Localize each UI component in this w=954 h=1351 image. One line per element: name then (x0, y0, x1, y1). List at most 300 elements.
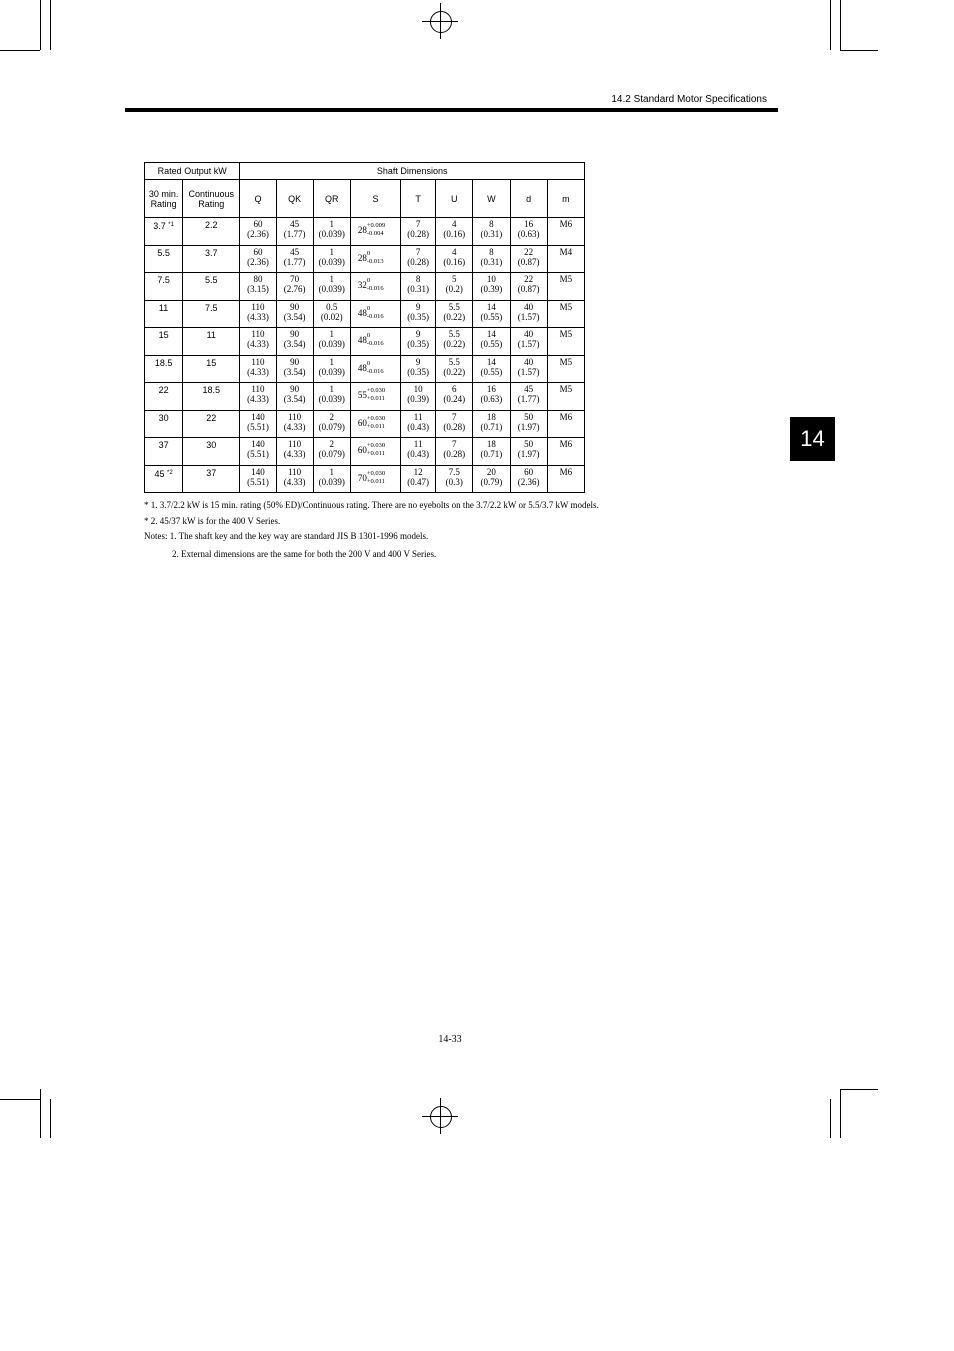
cell-continuous-rating: 15 (183, 355, 240, 383)
s-tolerance (367, 277, 384, 293)
inch-value: (1.57) (517, 366, 540, 377)
table-row (145, 355, 585, 383)
mm-value: 110 (251, 384, 265, 394)
cell-m: M6 (547, 410, 584, 438)
rating-value: 22 (158, 385, 169, 395)
cell-m: M5 (547, 328, 584, 356)
cell-q (240, 218, 276, 246)
upper-tolerance: 0 (366, 249, 371, 257)
rating-value: 37 (158, 440, 169, 450)
cell-s (350, 355, 400, 383)
inch-value: (0.039) (318, 339, 345, 349)
s-base-value: 60 (357, 445, 367, 455)
rating-value: 45 (154, 468, 165, 479)
cell-t (401, 410, 436, 438)
cell-w (473, 218, 510, 246)
s-base-value: 32 (357, 280, 367, 290)
mm-value: 110 (251, 356, 265, 367)
cell-t (401, 383, 436, 411)
cell-d (510, 218, 547, 246)
cell-continuous-rating: 22 (183, 410, 240, 438)
cell-w (473, 465, 510, 493)
note-1: Notes: 1. The shaft key and the key way are standard JIS B 1301-1996 models. (144, 531, 429, 541)
mm-value: 8 (489, 246, 494, 257)
cell-m: M6 (547, 218, 584, 246)
lower-tolerance: +0.011 (366, 477, 385, 485)
cell-w (473, 245, 510, 273)
mm-value: 7 (452, 439, 457, 449)
cell-d (510, 245, 547, 273)
mm-value: 140 (251, 439, 265, 449)
upper-tolerance: 0 (366, 332, 371, 339)
cell-w (473, 328, 510, 356)
mm-value: 50 (524, 411, 534, 422)
cell-s (350, 383, 400, 411)
cell-continuous-rating: 30 (183, 438, 240, 466)
cell-u (436, 383, 473, 411)
table-row (145, 245, 585, 273)
s-tolerance (367, 442, 385, 458)
upper-tolerance: +0.030 (366, 469, 386, 477)
inch-value: (3.54) (283, 366, 306, 377)
s-base-value: 28 (357, 252, 367, 263)
mm-value: 1 (329, 246, 335, 257)
header-col-t: T (401, 180, 436, 218)
cell-q (240, 410, 276, 438)
inch-value: (1.77) (517, 394, 540, 404)
s-tolerance (367, 415, 385, 431)
upper-tolerance: +0.030 (366, 414, 386, 422)
cell-30min-rating (145, 410, 183, 438)
crop-mark (840, 50, 878, 51)
cell-m: M5 (547, 383, 584, 411)
cell-t (401, 328, 436, 356)
cell-qk (276, 245, 313, 273)
cell-qk (276, 328, 313, 356)
note-2: 2. External dimensions are the same for both the 200 V and 400 V Series. (172, 549, 437, 559)
rating-value: 7.5 (157, 275, 170, 285)
mm-value: 18 (486, 411, 496, 422)
mm-value: 11 (413, 439, 423, 449)
header-rated-output: Rated Output kW (145, 163, 240, 180)
cell-30min-rating (145, 383, 183, 411)
table-row (145, 300, 585, 328)
cell-qk (276, 300, 313, 328)
mm-value: 10 (413, 384, 423, 394)
cell-d (510, 355, 547, 383)
crop-mark (840, 1089, 841, 1138)
header-shaft-dimensions: Shaft Dimensions (240, 163, 585, 180)
mm-value: 2 (329, 411, 335, 422)
rating-value: 5.5 (157, 247, 170, 258)
header-col-q: Q (240, 180, 276, 218)
lower-tolerance: +0.011 (366, 395, 385, 402)
cell-d (510, 410, 547, 438)
header-col-qk: QK (276, 180, 313, 218)
mm-value: 90 (290, 301, 300, 312)
upper-tolerance: 0 (366, 277, 371, 284)
upper-tolerance: +0.009 (366, 222, 386, 229)
footnote-2: * 2. 45/37 kW is for the 400 V Series. (144, 516, 281, 526)
lower-tolerance: +0.011 (366, 450, 385, 457)
mm-value: 20 (486, 466, 496, 477)
mm-value: 5.5 (448, 301, 460, 312)
cell-u (436, 410, 473, 438)
mm-value: 5.5 (448, 356, 460, 367)
inch-value: (0.16) (443, 256, 466, 267)
cell-t (401, 355, 436, 383)
inch-value: (0.55) (480, 339, 503, 349)
cell-m: M5 (547, 273, 584, 301)
cell-u (436, 328, 473, 356)
table-row (145, 410, 585, 438)
cell-s (350, 273, 400, 301)
cell-30min-rating (145, 273, 183, 301)
cell-w (473, 355, 510, 383)
mm-value: 70 (290, 274, 300, 284)
mm-value: 22 (524, 274, 534, 284)
cell-u (436, 355, 473, 383)
inch-value: (2.76) (283, 284, 306, 294)
lower-tolerance: +0.011 (366, 422, 385, 430)
s-tolerance (367, 387, 385, 403)
footnote-marker: *2 (167, 469, 173, 476)
inch-value: (0.28) (407, 229, 429, 239)
inch-value: (3.54) (283, 339, 306, 349)
cell-q (240, 355, 276, 383)
mm-value: 22 (524, 246, 534, 257)
inch-value: (0.39) (407, 394, 429, 404)
lower-tolerance: -0.016 (366, 340, 384, 347)
cell-w (473, 438, 510, 466)
cell-t (401, 465, 436, 493)
cell-m: M5 (547, 300, 584, 328)
cell-t (401, 438, 436, 466)
inch-value: (0.55) (480, 311, 503, 322)
table-row (145, 383, 585, 411)
crop-mark (0, 50, 40, 51)
cell-u (436, 218, 473, 246)
inch-value: (0.16) (443, 229, 466, 239)
mm-value: 7.5 (448, 466, 460, 477)
mm-value: 14 (486, 301, 496, 312)
crop-mark (840, 1089, 878, 1090)
cell-qr (313, 300, 350, 328)
cell-30min-rating (145, 245, 183, 273)
inch-value: (0.35) (407, 366, 429, 377)
inch-value: (0.28) (443, 421, 466, 432)
inch-value: (0.039) (318, 284, 345, 294)
mm-value: 50 (524, 439, 534, 449)
cell-continuous-rating: 5.5 (183, 273, 240, 301)
mm-value: 14 (486, 356, 496, 367)
crop-mark (0, 1099, 40, 1100)
cell-qk (276, 383, 313, 411)
upper-tolerance: 0 (366, 304, 371, 312)
cell-m: M6 (547, 465, 584, 493)
inch-value: (4.33) (247, 311, 269, 322)
mm-value: 12 (413, 466, 423, 477)
cell-qr (313, 355, 350, 383)
mm-value: 1 (329, 274, 335, 284)
inch-value: (0.87) (517, 284, 540, 294)
inch-value: (0.28) (443, 449, 466, 459)
cell-continuous-rating: 7.5 (183, 300, 240, 328)
cell-t (401, 273, 436, 301)
inch-value: (3.54) (283, 311, 306, 322)
s-base-value: 48 (357, 307, 367, 318)
header-rule (125, 108, 778, 112)
header-col-u: U (436, 180, 473, 218)
inch-value: (0.35) (407, 339, 429, 349)
mm-value: 45 (290, 219, 300, 229)
cell-q (240, 383, 276, 411)
mm-value: 10 (486, 274, 496, 284)
crop-mark (40, 0, 41, 50)
mm-value: 40 (524, 301, 534, 312)
mm-value: 90 (290, 356, 300, 367)
inch-value: (0.71) (480, 449, 503, 459)
mm-value: 60 (253, 246, 263, 257)
cell-d (510, 273, 547, 301)
inch-value: (0.39) (480, 284, 503, 294)
inch-value: (0.47) (407, 476, 429, 487)
inch-value: (0.71) (480, 421, 503, 432)
mm-value: 60 (253, 219, 263, 229)
cell-qk (276, 218, 313, 246)
mm-value: 4 (452, 246, 457, 257)
inch-value: (0.079) (318, 421, 345, 432)
mm-value: 110 (288, 466, 302, 477)
upper-tolerance: 0 (366, 359, 371, 367)
cell-qk (276, 438, 313, 466)
mm-value: 7 (452, 411, 457, 422)
cell-qr (313, 438, 350, 466)
mm-value: 8 (415, 274, 421, 284)
inch-value: (2.36) (247, 256, 269, 267)
mm-value: 18 (486, 439, 496, 449)
mm-value: 2 (329, 439, 335, 449)
footnote-marker: *1 (168, 222, 174, 228)
mm-value: 110 (251, 329, 265, 339)
header-30min-rating: 30 min. Rating (145, 180, 183, 218)
cell-w (473, 273, 510, 301)
cell-30min-rating (145, 355, 183, 383)
mm-value: 9 (415, 301, 421, 312)
cell-s (350, 465, 400, 493)
mm-value: 90 (290, 384, 300, 394)
cell-u (436, 273, 473, 301)
cell-u (436, 300, 473, 328)
inch-value: (1.57) (517, 311, 540, 322)
mm-value: 1 (329, 384, 335, 394)
inch-value: (0.079) (318, 449, 345, 459)
lower-tolerance: -0.004 (366, 230, 384, 237)
cell-qk (276, 273, 313, 301)
inch-value: (0.039) (318, 256, 345, 267)
mm-value: 110 (288, 439, 302, 449)
inch-value: (0.039) (318, 476, 345, 487)
shaft-dimensions-table (144, 162, 585, 493)
crop-mark (50, 1099, 51, 1138)
mm-value: 1 (329, 356, 335, 367)
cell-s (350, 328, 400, 356)
cell-s (350, 438, 400, 466)
inch-value: (3.54) (283, 394, 306, 404)
cell-qr (313, 465, 350, 493)
cell-u (436, 245, 473, 273)
mm-value: 40 (524, 356, 534, 367)
mm-value: 7 (415, 246, 421, 257)
mm-value: 9 (415, 356, 421, 367)
inch-value: (0.039) (318, 366, 345, 377)
mm-value: 40 (524, 329, 534, 339)
mm-value: 14 (486, 329, 496, 339)
inch-value: (2.36) (247, 229, 269, 239)
mm-value: 110 (288, 411, 302, 422)
inch-value: (0.2) (445, 284, 463, 294)
cell-d (510, 328, 547, 356)
lower-tolerance: -0.016 (366, 312, 384, 320)
cell-qr (313, 328, 350, 356)
inch-value: (0.87) (517, 256, 540, 267)
crop-mark (40, 1089, 41, 1138)
mm-value: 1 (329, 329, 335, 339)
mm-value: 6 (452, 384, 457, 394)
cell-continuous-rating: 3.7 (183, 245, 240, 273)
mm-value: 16 (486, 384, 496, 394)
cell-d (510, 465, 547, 493)
footnote-1: * 1. 3.7/2.2 kW is 15 min. rating (50% ED)/Continuous rating. There are no eyebolts on the 3.7/2.2 kW or 5.5/3.7 kW models. (144, 500, 599, 510)
inch-value: (1.57) (517, 339, 540, 349)
header-col-d: d (510, 180, 547, 218)
s-tolerance (367, 332, 384, 348)
inch-value: (4.33) (283, 449, 306, 459)
inch-value: (0.55) (480, 366, 503, 377)
inch-value: (0.35) (407, 311, 429, 322)
mm-value: 5.5 (448, 329, 460, 339)
header-continuous-rating: Continuous Rating (183, 180, 240, 218)
rating-value: 11 (158, 302, 169, 313)
mm-value: 5 (452, 274, 457, 284)
cell-s (350, 300, 400, 328)
cell-30min-rating (145, 465, 183, 493)
cell-q (240, 438, 276, 466)
table-row (145, 328, 585, 356)
mm-value: 8 (489, 219, 494, 229)
inch-value: (5.51) (247, 476, 269, 487)
inch-value: (0.43) (407, 449, 429, 459)
cell-qk (276, 355, 313, 383)
cell-30min-rating (145, 218, 183, 246)
cell-qr (313, 245, 350, 273)
cell-q (240, 300, 276, 328)
s-tolerance (367, 250, 384, 266)
mm-value: 60 (524, 466, 534, 477)
cell-s (350, 410, 400, 438)
cell-d (510, 300, 547, 328)
header-col-m: m (547, 180, 584, 218)
s-base-value: 48 (357, 362, 367, 373)
mm-value: 16 (524, 219, 534, 229)
mm-value: 11 (413, 411, 423, 422)
inch-value: (5.51) (247, 449, 269, 459)
cell-t (401, 300, 436, 328)
cell-d (510, 438, 547, 466)
cell-30min-rating (145, 328, 183, 356)
inch-value: (4.33) (247, 339, 269, 349)
cell-s (350, 245, 400, 273)
cell-m: M6 (547, 438, 584, 466)
lower-tolerance: -0.013 (366, 257, 384, 265)
cell-30min-rating (145, 438, 183, 466)
inch-value: (3.15) (247, 284, 269, 294)
inch-value: (0.039) (318, 229, 345, 239)
inch-value: (0.63) (480, 394, 503, 404)
rating-value: 15 (158, 330, 169, 340)
cell-t (401, 218, 436, 246)
inch-value: (1.77) (283, 256, 306, 267)
chapter-tab: 14 (790, 417, 835, 461)
cell-qk (276, 465, 313, 493)
table-row (145, 273, 585, 301)
table-row (145, 438, 585, 466)
mm-value: 80 (253, 274, 263, 284)
table-row (145, 465, 585, 493)
cell-u (436, 465, 473, 493)
cell-continuous-rating: 37 (183, 465, 240, 493)
table-row (145, 218, 585, 246)
cell-q (240, 245, 276, 273)
s-tolerance (367, 470, 385, 486)
mm-value: 45 (290, 246, 300, 257)
s-base-value: 60 (357, 417, 367, 428)
cell-qr (313, 218, 350, 246)
s-tolerance (367, 222, 385, 238)
crop-mark (830, 1099, 831, 1138)
cell-t (401, 245, 436, 273)
crop-mark (840, 0, 841, 50)
mm-value: 45 (524, 384, 534, 394)
section-header: 14.2 Standard Motor Specifications (611, 94, 767, 105)
cell-qk (276, 410, 313, 438)
cell-qr (313, 410, 350, 438)
inch-value: (4.33) (247, 366, 269, 377)
header-col-s: S (350, 180, 400, 218)
cell-continuous-rating: 11 (183, 328, 240, 356)
mm-value: 4 (452, 219, 457, 229)
inch-value: (0.31) (480, 229, 503, 239)
cell-u (436, 438, 473, 466)
inch-value: (2.36) (517, 476, 540, 487)
cell-continuous-rating: 18.5 (183, 383, 240, 411)
inch-value: (0.24) (443, 394, 466, 404)
cell-w (473, 383, 510, 411)
mm-value: 1 (329, 219, 335, 229)
s-tolerance (367, 360, 384, 376)
mm-value: 0.5 (326, 301, 338, 312)
inch-value: (0.28) (407, 256, 429, 267)
mm-value: 90 (290, 329, 300, 339)
rating-value: 18.5 (154, 357, 173, 368)
cell-q (240, 465, 276, 493)
inch-value: (4.33) (283, 476, 306, 487)
inch-value: (0.43) (407, 421, 429, 432)
inch-value: (0.02) (320, 311, 343, 322)
mm-value: 140 (251, 466, 265, 477)
s-base-value: 70 (357, 472, 367, 483)
cell-m: M4 (547, 245, 584, 273)
